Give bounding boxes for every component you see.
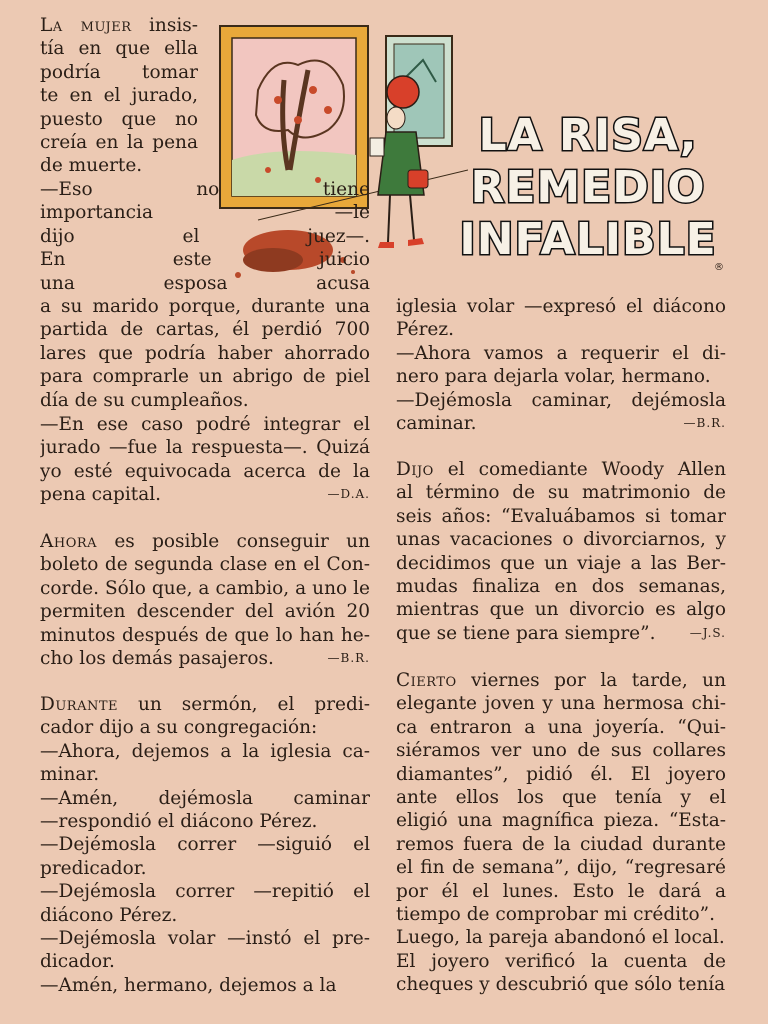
text-line bbox=[40, 436, 370, 459]
text-line bbox=[40, 693, 370, 716]
line-text: puesto que no bbox=[40, 108, 198, 130]
line-text: que se tiene para siempre”. bbox=[396, 622, 656, 644]
text-line bbox=[396, 622, 726, 645]
lead-word: Cierto bbox=[396, 670, 457, 691]
text-line bbox=[40, 647, 370, 670]
joke-jury-intro bbox=[40, 14, 198, 178]
text-line bbox=[40, 600, 370, 623]
line-text: al término de su matrimonio de bbox=[396, 482, 726, 504]
text-line bbox=[396, 880, 726, 903]
line-text: Pérez. bbox=[396, 319, 454, 341]
text-line bbox=[396, 505, 726, 528]
line-text: permiten descender del avión 20 bbox=[40, 601, 370, 623]
line-text: siéramos ver uno de sus collares bbox=[396, 740, 726, 762]
text-line bbox=[396, 295, 726, 318]
text-line bbox=[40, 904, 370, 927]
text-line bbox=[40, 577, 370, 600]
line-text: mudas finaliza en dos semanas, bbox=[396, 575, 726, 597]
text-line bbox=[396, 903, 726, 926]
text-line bbox=[40, 154, 198, 177]
line-text: unas vacaciones o divorciarnos, y bbox=[396, 529, 726, 551]
joke-woody-allen bbox=[396, 458, 726, 645]
text-line bbox=[396, 856, 726, 879]
text-line bbox=[40, 342, 370, 365]
signature: —D.A. bbox=[327, 487, 370, 502]
line-text: te en el jurado, bbox=[40, 85, 198, 107]
title-line-1: LA RISA, bbox=[478, 110, 698, 161]
text-line bbox=[396, 950, 726, 973]
line-text: partida de cartas, él perdió 700 bbox=[40, 319, 370, 341]
line-text: el fin de semana”, dijo, “regresaré bbox=[396, 857, 726, 879]
text-line bbox=[396, 389, 726, 412]
line-text: insis- bbox=[131, 15, 198, 36]
joke-sermon-ending bbox=[396, 295, 726, 435]
text-line bbox=[40, 84, 198, 107]
text-line bbox=[396, 692, 726, 715]
line-text: predicador. bbox=[40, 857, 147, 879]
line-text: remos fuera de la ciudad durante bbox=[396, 833, 726, 855]
text-line bbox=[40, 880, 370, 903]
line-text: día de su cumpleaños. bbox=[40, 389, 249, 411]
text-line bbox=[40, 295, 370, 318]
text-line bbox=[396, 365, 726, 388]
line-text: jurado —fue la respuesta—. Quizá bbox=[40, 437, 370, 459]
line-text: seis años: “Evaluábamos si tomar bbox=[396, 505, 726, 527]
text-line bbox=[396, 552, 726, 575]
registered-mark: ® bbox=[714, 262, 724, 273]
line-text: minar. bbox=[40, 764, 100, 786]
line-text: iglesia volar —expresó el diácono bbox=[396, 296, 726, 317]
line-text: —En ese caso podré integrar el bbox=[40, 414, 370, 435]
line-text: ca entraron a una joyería. “Qui- bbox=[396, 716, 726, 738]
text-line bbox=[40, 950, 370, 973]
text-line bbox=[396, 716, 726, 739]
line-text: ante ellos los que tenía y el bbox=[396, 786, 726, 808]
line-text: —Dejémosla correr —repitió el bbox=[40, 881, 370, 903]
title-line-3: INFALIBLE bbox=[459, 214, 717, 265]
text-line bbox=[40, 716, 370, 739]
text-line bbox=[396, 809, 726, 832]
line-text: pena capital. bbox=[40, 484, 162, 506]
joke-sermon bbox=[40, 693, 370, 997]
line-text: corde. Sólo que, a cambio, a uno le bbox=[40, 577, 370, 599]
text-line bbox=[396, 669, 726, 692]
text-line bbox=[40, 131, 198, 154]
text-line bbox=[396, 926, 726, 949]
line-text: —Dejémosla caminar, dejémosla bbox=[396, 389, 726, 411]
text-line bbox=[40, 61, 198, 84]
lead-word: Durante bbox=[40, 694, 119, 715]
text-line bbox=[396, 318, 726, 341]
line-text: podría tomar bbox=[40, 61, 198, 83]
line-text: dicador. bbox=[40, 951, 115, 973]
line-text: diamantes”, pidió él. El joyero bbox=[396, 763, 726, 785]
line-text: cho los demás pasajeros. bbox=[40, 647, 274, 669]
text-line bbox=[40, 108, 198, 131]
text-line bbox=[396, 763, 726, 786]
line-text: Luego, la pareja abandonó el local. bbox=[396, 927, 725, 949]
line-text: elegante joven y una hermosa chi- bbox=[396, 693, 726, 715]
line-text: dijo el juez—. bbox=[40, 225, 370, 247]
text-line bbox=[396, 598, 726, 621]
line-text: —Ahora, dejemos a la iglesia ca- bbox=[40, 740, 370, 762]
text-line bbox=[40, 272, 370, 295]
line-text: yo esté equivocada acerca de la bbox=[40, 460, 370, 482]
line-text: —Eso no tiene bbox=[40, 179, 370, 200]
line-text: por él el lunes. Esto le dará a bbox=[396, 880, 726, 902]
text-line bbox=[396, 739, 726, 762]
lead-word: Ahora bbox=[40, 531, 98, 552]
joke-jewelry bbox=[396, 669, 726, 996]
signature: —B.R. bbox=[683, 415, 726, 430]
line-text: El joyero verificó la cuenta de bbox=[396, 950, 726, 972]
line-text: En este juicio bbox=[40, 249, 370, 271]
line-text: tía en que ella bbox=[40, 38, 198, 60]
text-line bbox=[40, 248, 370, 271]
title-line-2: REMEDIO bbox=[470, 162, 706, 213]
text-line bbox=[40, 530, 370, 553]
line-text: minutos después de que lo han he- bbox=[40, 624, 370, 646]
line-text: eligió una magnífica pieza. “Esta- bbox=[396, 810, 726, 832]
line-text: mientras que un divorcio es algo bbox=[396, 599, 726, 621]
line-text: lares que podría haber ahorrado bbox=[40, 342, 370, 364]
line-text: boleto de segunda clase en el Con- bbox=[40, 554, 370, 576]
text-line bbox=[396, 412, 726, 435]
line-text: viernes por la tarde, un bbox=[456, 670, 726, 691]
text-line bbox=[40, 787, 370, 810]
line-text: cheques y descubrió que sólo tenía bbox=[396, 974, 726, 996]
line-text: es posible conseguir un bbox=[97, 531, 370, 552]
text-line bbox=[396, 833, 726, 856]
text-line bbox=[40, 763, 370, 786]
text-line bbox=[40, 624, 370, 647]
line-text: decidimos que un viaje a las Ber- bbox=[396, 552, 726, 574]
line-text: —Dejémosla volar —instó el pre- bbox=[40, 927, 370, 949]
line-text: —respondió el diácono Pérez. bbox=[40, 810, 318, 832]
text-line bbox=[40, 37, 198, 60]
text-line bbox=[40, 365, 370, 388]
text-line bbox=[40, 483, 370, 506]
line-text: a su marido porque, durante una bbox=[40, 295, 370, 317]
joke-jury-body bbox=[40, 178, 370, 412]
line-text: nero para dejarla volar, hermano. bbox=[396, 366, 711, 388]
text-line bbox=[40, 318, 370, 341]
text-line bbox=[396, 575, 726, 598]
line-text: tiempo de comprobar mi crédito”. bbox=[396, 903, 715, 925]
text-line bbox=[40, 810, 370, 833]
line-text: —Amén, dejémosla caminar bbox=[40, 787, 370, 809]
line-text: cador dijo a su congregación: bbox=[40, 717, 318, 739]
text-line bbox=[396, 342, 726, 365]
line-text: creía en la pena bbox=[40, 131, 198, 153]
text-line bbox=[40, 740, 370, 763]
signature: —J.S. bbox=[689, 625, 726, 640]
text-line bbox=[40, 201, 370, 224]
line-text: —Amén, hermano, dejemos a la bbox=[40, 974, 337, 996]
line-text: diácono Pérez. bbox=[40, 904, 178, 926]
line-text: de muerte. bbox=[40, 155, 143, 177]
text-line bbox=[40, 389, 370, 412]
text-line bbox=[40, 927, 370, 950]
text-line bbox=[40, 413, 370, 436]
text-line bbox=[40, 225, 370, 248]
text-line bbox=[40, 553, 370, 576]
lead-word: Dijo bbox=[396, 459, 434, 480]
text-line bbox=[40, 14, 198, 37]
line-text: un sermón, el predi- bbox=[118, 694, 370, 715]
line-text: el comediante Woody Allen bbox=[433, 459, 726, 480]
line-text: una esposa acusa bbox=[40, 272, 370, 294]
line-text: importancia —le bbox=[40, 202, 370, 224]
text-line bbox=[40, 460, 370, 483]
joke-jury-ending bbox=[40, 413, 370, 507]
text-line bbox=[40, 857, 370, 880]
line-text: caminar. bbox=[396, 412, 477, 434]
text-line bbox=[40, 974, 370, 997]
line-text: —Dejémosla correr —siguió el bbox=[40, 834, 370, 856]
text-line bbox=[396, 973, 726, 996]
text-line bbox=[40, 178, 370, 201]
text-line bbox=[396, 481, 726, 504]
joke-concorde bbox=[40, 530, 370, 670]
signature: —B.R. bbox=[327, 650, 370, 665]
line-text: —Ahora vamos a requerir el di- bbox=[396, 342, 726, 364]
text-line bbox=[396, 458, 726, 481]
text-line bbox=[40, 833, 370, 856]
line-text: para comprarle un abrigo de piel bbox=[40, 366, 370, 388]
lead-word: La mujer bbox=[40, 15, 132, 36]
text-line bbox=[396, 528, 726, 551]
text-line bbox=[396, 786, 726, 809]
